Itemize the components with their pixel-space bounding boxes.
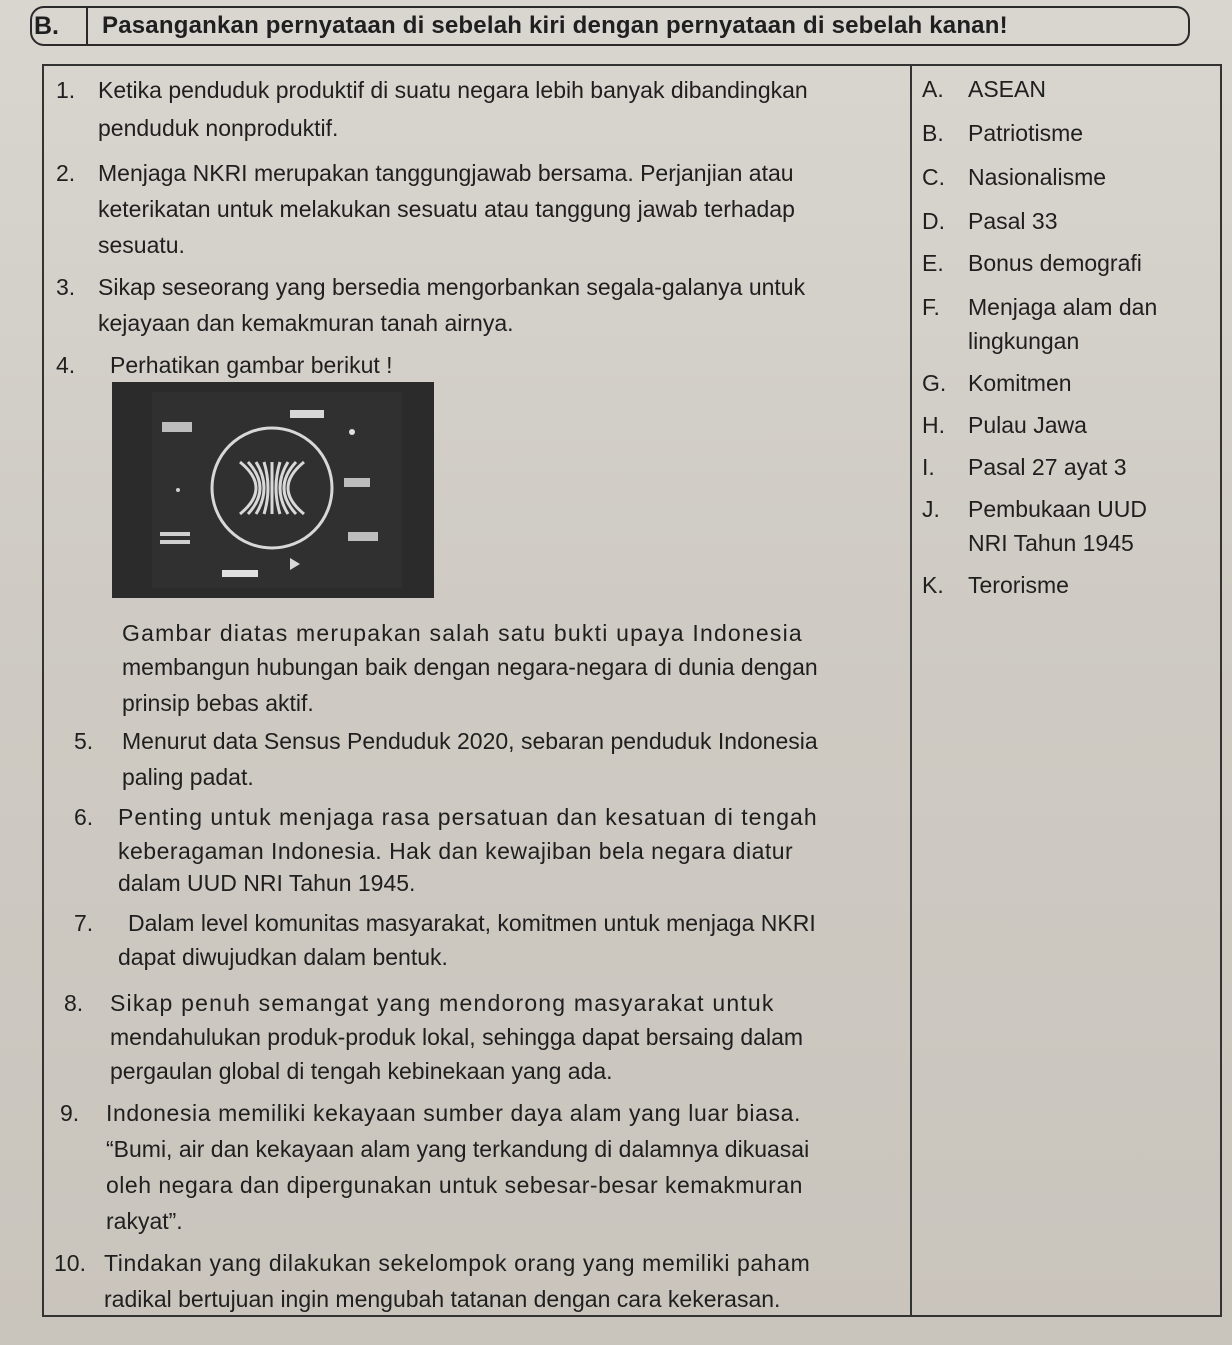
option-f — [922, 290, 1157, 324]
option-k-letter: K. — [922, 572, 944, 598]
option-h-text: Pulau Jawa — [968, 412, 1087, 438]
option-b-text: Patriotisme — [968, 120, 1084, 146]
option-f-letter: F. — [922, 294, 940, 320]
header-divider — [86, 6, 88, 46]
option-h — [922, 408, 1087, 442]
statement-8-line-1: Sikap penuh semangat yang mendorong masyarakat untuk — [110, 990, 775, 1016]
statement-1-line-1: Ketika penduduk produktif di suatu negara lebih banyak dibandingkan — [98, 77, 808, 103]
option-d-letter: D. — [922, 208, 945, 234]
option-i — [922, 450, 1127, 484]
option-a-letter: A. — [922, 76, 944, 102]
column-divider — [910, 64, 912, 1317]
option-b — [922, 116, 1083, 150]
statement-3-line-2: kejayaan dan kemakmuran tanah airnya. — [98, 310, 514, 336]
statement-10-line-1: Tindakan yang dilakukan sekelompok orang yang memiliki paham — [104, 1250, 811, 1276]
statement-2-line-2: keterikatan untuk melakukan sesuatu atau tanggung jawab terhadap — [98, 196, 795, 222]
option-k-text: Terorisme — [968, 572, 1069, 598]
option-b-letter: B. — [922, 120, 944, 146]
statement-4-after-line-1: Gambar diatas merupakan salah satu bukti upaya Indonesia — [122, 620, 803, 646]
option-c-text: Nasionalisme — [968, 164, 1107, 190]
option-g-text: Komitmen — [968, 370, 1072, 396]
option-j-continued — [922, 526, 1134, 560]
option-a — [922, 72, 1046, 106]
option-f-text-line-1: Menjaga alam dan — [968, 294, 1158, 320]
statement-9-number: 9. — [60, 1100, 80, 1126]
option-e — [922, 246, 1142, 280]
statement-9-line-1: Indonesia memiliki kekayaan sumber daya alam yang luar biasa. — [106, 1100, 801, 1126]
statement-7-line-1: Dalam level komunitas masyarakat, komitmen untuk menjaga NKRI — [128, 910, 816, 936]
statement-10-line-2: radikal bertujuan ingin mengubah tatanan dengan cara kekerasan. — [104, 1286, 781, 1312]
option-i-text: Pasal 27 ayat 3 — [968, 454, 1127, 480]
statement-8-line-3: pergaulan global di tengah kebinekaan yang ada. — [110, 1058, 613, 1084]
statement-10-number: 10. — [54, 1250, 86, 1276]
option-c-letter: C. — [922, 164, 945, 190]
option-j — [922, 492, 1147, 526]
asean-logo-picture — [112, 382, 434, 598]
option-k — [922, 568, 1069, 602]
option-f-text-line-2: lingkungan — [968, 328, 1080, 354]
option-h-letter: H. — [922, 412, 945, 438]
statement-5-line-1: Menurut data Sensus Penduduk 2020, sebaran penduduk Indonesia — [122, 728, 818, 754]
statement-7-line-2: dapat diwujudkan dalam bentuk. — [118, 944, 448, 970]
option-a-text: ASEAN — [968, 76, 1046, 102]
option-d — [922, 204, 1058, 238]
statement-1-number: 1. — [56, 77, 76, 103]
option-c — [922, 160, 1106, 194]
statement-5-number: 5. — [74, 728, 94, 754]
statement-2-line-1: Menjaga NKRI merupakan tanggungjawab bersama. Perjanjian atau — [98, 160, 794, 186]
statement-2-line-3: sesuatu. — [98, 232, 185, 258]
option-j-text-line-2: NRI Tahun 1945 — [968, 530, 1134, 556]
statement-4-after-line-2: membangun hubungan baik dengan negara-negara di dunia dengan — [122, 654, 818, 680]
statement-6-line-1: Penting untuk menjaga rasa persatuan dan kesatuan di tengah — [118, 804, 818, 830]
option-g — [922, 366, 1072, 400]
statement-1-line-2: penduduk nonproduktif. — [98, 115, 339, 141]
option-f-continued — [922, 324, 1079, 358]
asean-emblem-icon — [112, 382, 434, 598]
option-e-letter: E. — [922, 250, 944, 276]
statement-9-line-4: rakyat”. — [106, 1208, 183, 1234]
statement-4-line-1: Perhatikan gambar berikut ! — [110, 352, 393, 378]
statement-5-line-2: paling padat. — [122, 764, 254, 790]
statement-4-after-line-3: prinsip bebas aktif. — [122, 690, 314, 716]
statement-6-number: 6. — [74, 804, 94, 830]
option-j-letter: J. — [922, 496, 940, 522]
statement-3-number: 3. — [56, 274, 76, 300]
statement-9-line-3: oleh negara dan dipergunakan untuk sebesar-besar kemakmuran — [106, 1172, 803, 1198]
statement-6-line-2: keberagaman Indonesia. Hak dan kewajiban bela negara diatur — [118, 838, 794, 864]
statement-6-line-3: dalam UUD NRI Tahun 1945. — [118, 870, 416, 896]
statement-2-number: 2. — [56, 160, 76, 186]
statement-8-line-2: mendahulukan produk-produk lokal, sehingga dapat bersaing dalam — [110, 1024, 804, 1050]
option-j-text-line-1: Pembukaan UUD — [968, 496, 1147, 522]
section-instruction: Pasangankan pernyataan di sebelah kiri dengan pernyataan di sebelah kanan! — [102, 12, 1008, 39]
statement-4-number: 4. — [56, 352, 76, 378]
option-e-text: Bonus demografi — [968, 250, 1142, 276]
statement-8-number: 8. — [64, 990, 84, 1016]
section-letter: B. — [34, 12, 59, 40]
option-g-letter: G. — [922, 370, 947, 396]
statement-7-number: 7. — [74, 910, 94, 936]
option-d-text: Pasal 33 — [968, 208, 1058, 234]
option-i-letter: I. — [922, 454, 935, 480]
statement-3-line-1: Sikap seseorang yang bersedia mengorbankan segala-galanya untuk — [98, 274, 806, 300]
statement-9-line-2: “Bumi, air dan kekayaan alam yang terkandung di dalamnya dikuasai — [106, 1136, 810, 1162]
